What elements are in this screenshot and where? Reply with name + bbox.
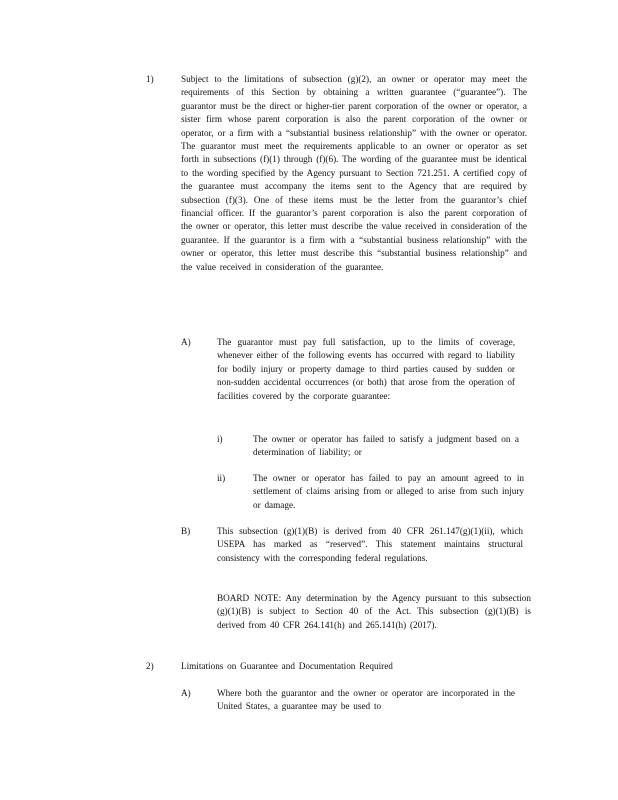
subitem-label: A) bbox=[181, 688, 191, 698]
item-number: 2) bbox=[146, 661, 154, 671]
board-note: BOARD NOTE: Any determination by the Agency pursuant to this subsection (g)(1)(B) is subject to Section 40 of the Act. This subsection (g)(1)(B) is derived from 40 CFR 264.141(h) and 265.141(h) (2017). bbox=[217, 593, 531, 630]
paragraph-incorporation-limit: Where both the guarantor and the owner or operator are incorporated in the United States, a guarantee may be used to bbox=[217, 688, 515, 712]
item-number: 1) bbox=[146, 74, 154, 84]
section-heading: Limitations on Guarantee and Documentation Required bbox=[181, 661, 393, 671]
paragraph-settlement-failure: The owner or operator has failed to pay an amount agreed to in settlement of claims arising from or alleged to arise from such injury or damage. bbox=[253, 473, 524, 510]
subitem-label: A) bbox=[181, 337, 191, 347]
paragraph-guarantee-requirements: Subject to the limitations of subsection (g)(2), an owner or operator may meet the requirements of this Section by obtaining a written guarantee (“guarantee”). The guarantor must be the direct or higher-tier parent corporation of the owner or operator, a sister firm whose parent corporation is also the parent corporation of the owner or operator, or a firm with a “substantial business relationship” with the owner or operator. The guarantor must meet the requirements applicable to an owner or operator as set forth in subsections (f)(1) through (f)(6). The wording of the guarantee must be identical to the wording specified by the Agency pursuant to Section 721.251. A certified copy of the guarantee must accompany the items sent to the Agency that are required by subsection (f)(3). One of these items must be the letter from the guarantor’s chief financial officer. If the guarantor’s parent corporation is also the parent corporation of the owner or operator, this letter must describe the value received in consideration of the guarantee. If the guarantor is a firm with a “substantial business relationship” with the owner or operator, this letter must describe this “substantial business relationship” and the value received in consideration of the guarantee. bbox=[181, 74, 527, 272]
subsubitem-label: ii) bbox=[217, 473, 226, 483]
paragraph-derivation-statement: This subsection (g)(1)(B) is derived from 40 CFR 261.147(g)(1)(ii), which USEPA has marked as “reserved”. This statement maintains structural consistency with the corresponding federal regulations. bbox=[217, 526, 523, 563]
subsubitem-label: i) bbox=[217, 434, 223, 444]
paragraph-guarantor-obligation: The guarantor must pay full satisfaction, up to the limits of coverage, whenever either of the following events has occurred with regard to liability for bodily injury or property damage to third parties caused by sudden or non-sudden accidental occurrences (or both) that arose from the operation of facilities covered by the corporate guarantee: bbox=[217, 337, 515, 401]
paragraph-judgment-failure: The owner or operator has failed to satisfy a judgment based on a determination of liability; or bbox=[253, 434, 519, 458]
subitem-label: B) bbox=[181, 526, 191, 536]
